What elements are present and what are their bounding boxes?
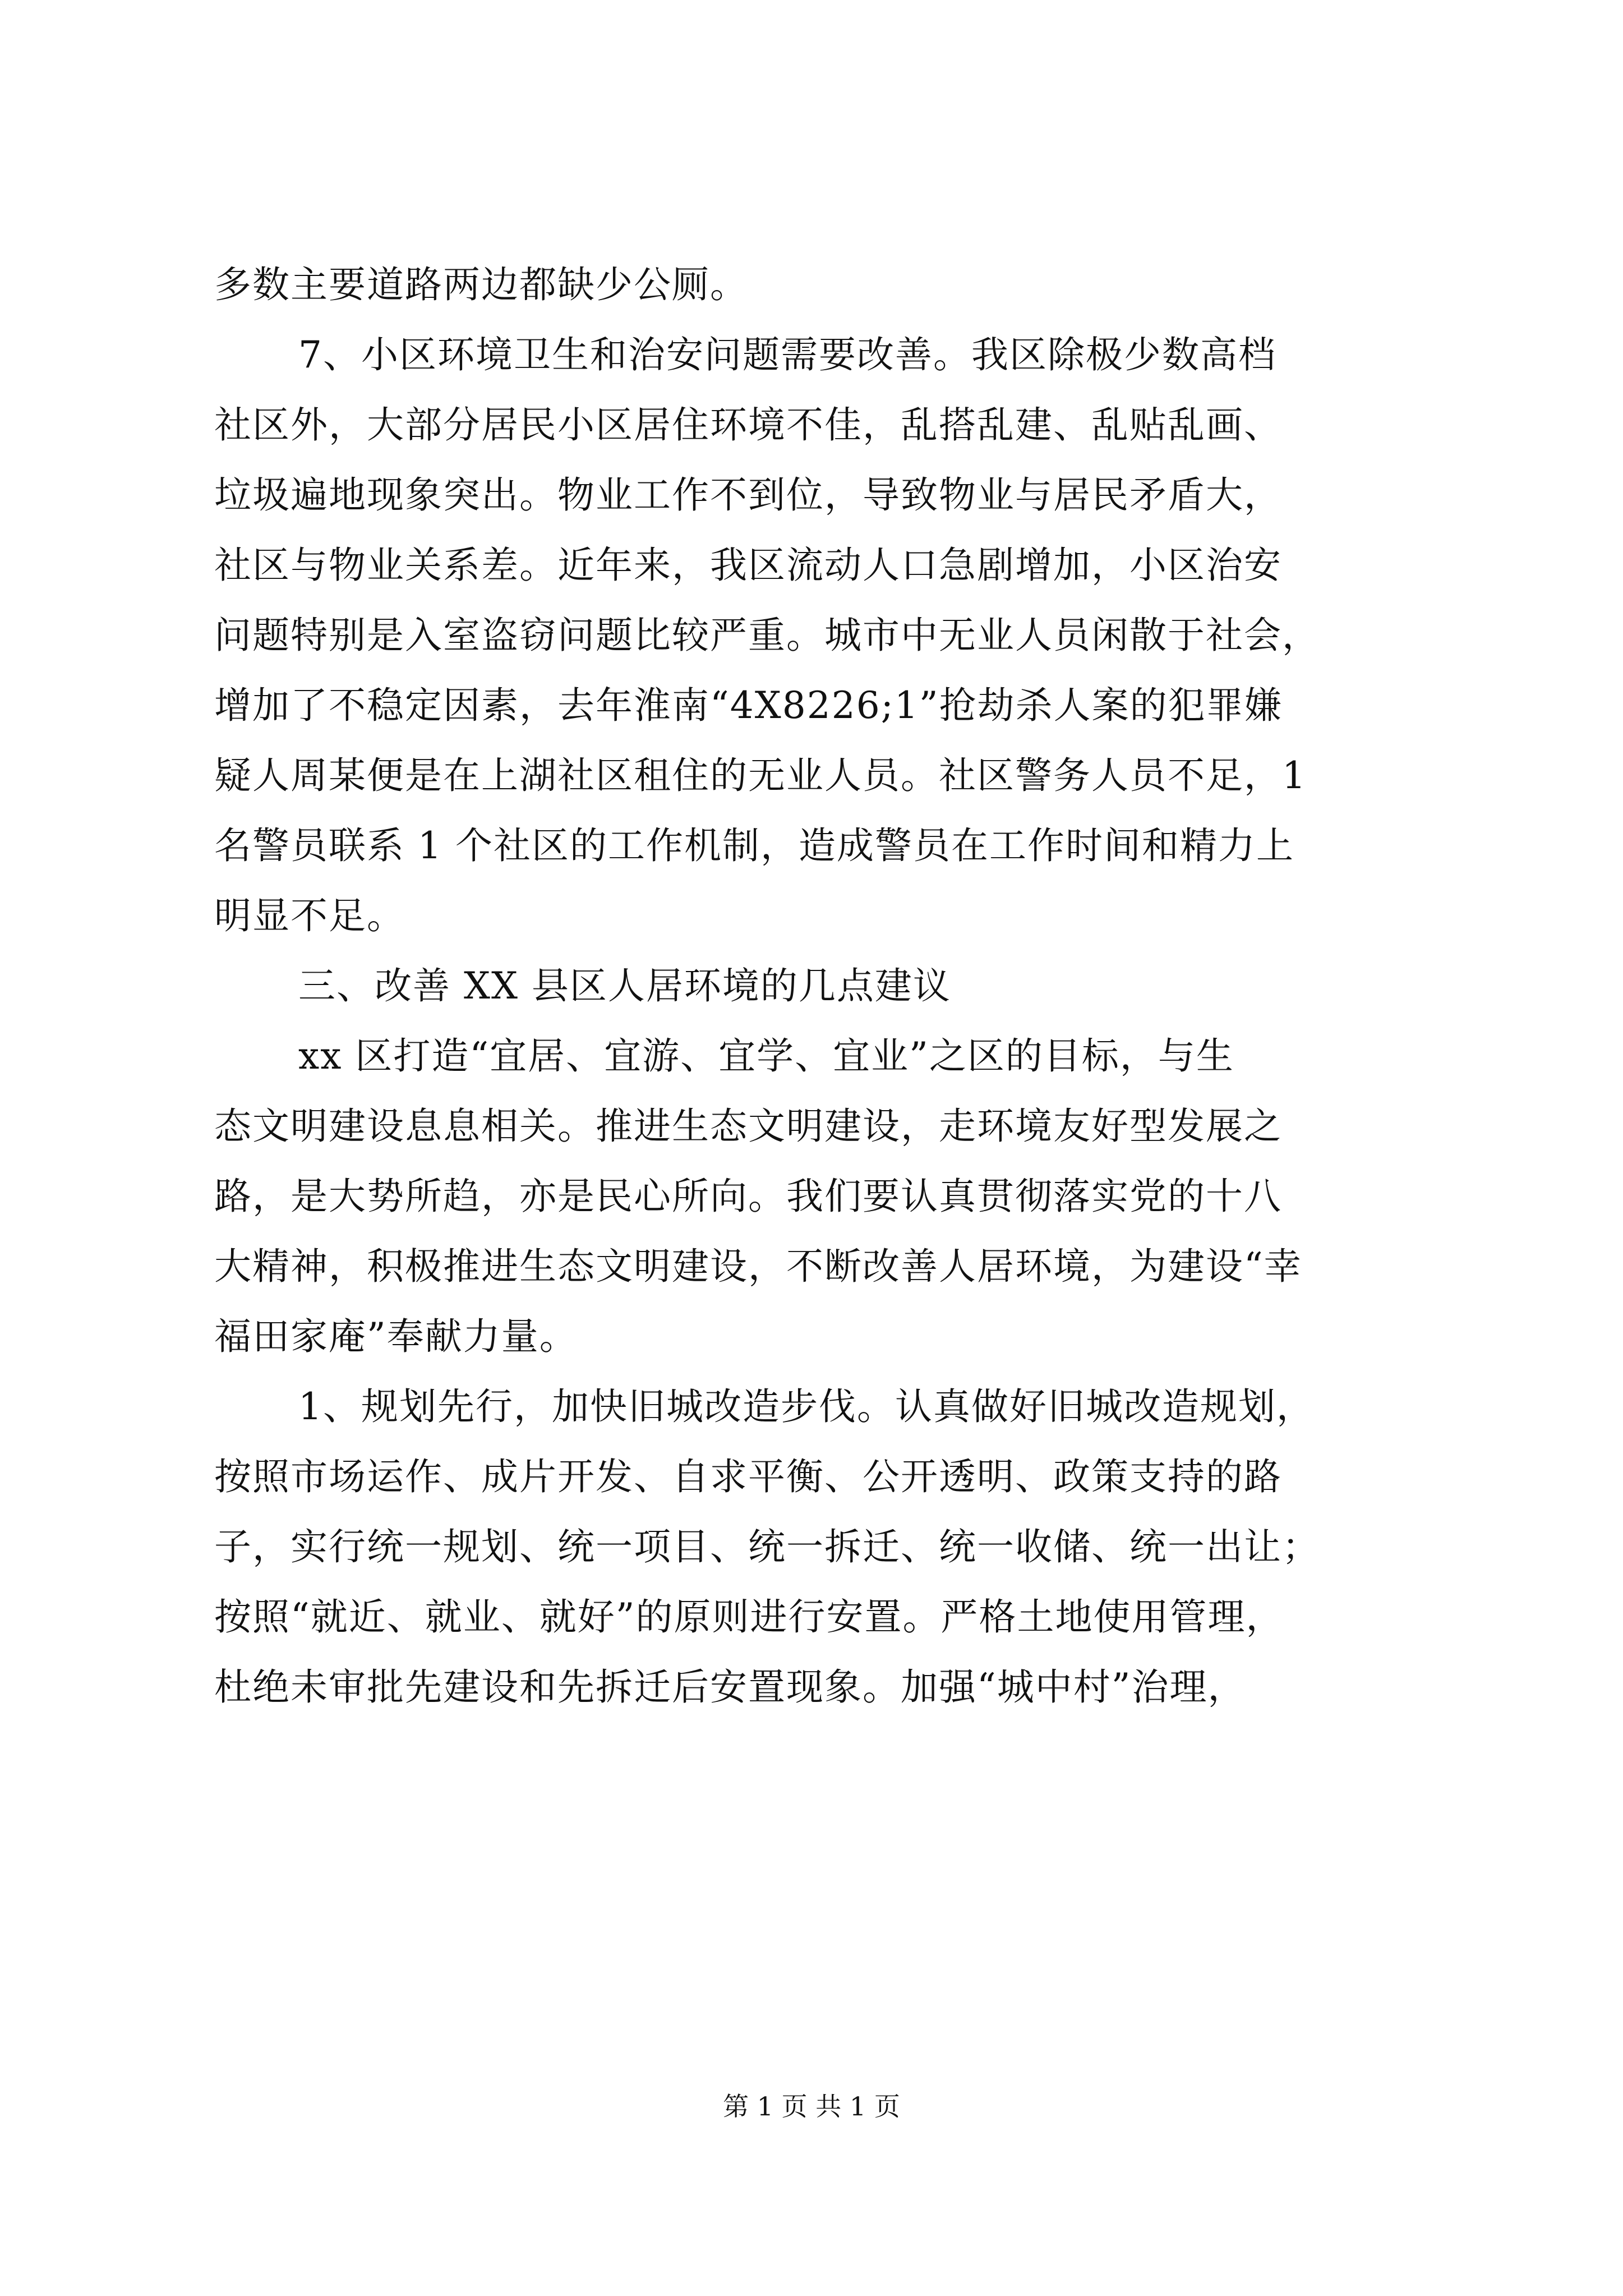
section-heading: 三、改善 XX 县区人居环境的几点建议 [298, 964, 951, 1007]
page-footer [0, 2090, 1623, 2123]
text-line: 社区外，大部分居民小区居住环境不佳，乱搭乱建、乱贴乱画、 [214, 403, 1282, 447]
text-line: 福田家庵”奉献力量。 [214, 1315, 578, 1358]
text-line: 疑人周某便是在上湖社区租住的无业人员。社区警务人员不足，1 [214, 754, 1307, 797]
text-line: 路，是大势所趋，亦是民心所向。我们要认真贯彻落实党的十八 [214, 1175, 1282, 1218]
text-line: 1、规划先行，加快旧城改造步伐。认真做好旧城改造规划， [298, 1385, 1315, 1428]
page-number-label: 第 1 页 共 1 页 [723, 2091, 900, 2122]
text-line: 大精神，积极推进生态文明建设，不断改善人居环境，为建设“幸 [214, 1245, 1302, 1288]
text-line: xx 区打造“宜居、宜游、宜学、宜业”之区的目标，与生 [298, 1034, 1234, 1078]
text-line: 明显不足。 [214, 894, 405, 937]
text-line: 态文明建设息息相关。推进生态文明建设，走环境友好型发展之 [214, 1105, 1282, 1148]
document-body [214, 250, 1432, 1722]
text-line: 垃圾遍地现象突出。物业工作不到位，导致物业与居民矛盾大， [214, 473, 1282, 517]
text-line: 名警员联系 1 个社区的工作机制，造成警员在工作时间和精力上 [214, 824, 1294, 867]
text-line: 按照市场运作、成片开发、自求平衡、公开透明、政策支持的路 [214, 1455, 1282, 1498]
text-line: 按照“就近、就业、就好”的原则进行安置。严格土地使用管理， [214, 1595, 1284, 1639]
text-line: 增加了不稳定因素，去年淮南“4X8226;1”抢劫杀人案的犯罪嫌 [214, 684, 1283, 727]
text-line: 子，实行统一规划、统一项目、统一拆迁、统一收储、统一出让； [214, 1525, 1320, 1568]
text-line: 问题特别是入室盗窃问题比较严重。城市中无业人员闲散于社会， [214, 614, 1320, 657]
text-line: 社区与物业关系差。近年来，我区流动人口急剧增加，小区治安 [214, 544, 1282, 587]
text-line: 7、小区环境卫生和治安问题需要改善。我区除极少数高档 [298, 333, 1276, 376]
text-line: 杜绝未审批先建设和先拆迁后安置现象。加强“城中村”治理， [214, 1665, 1246, 1709]
text-line: 多数主要道路两边都缺少公厕。 [214, 263, 748, 306]
